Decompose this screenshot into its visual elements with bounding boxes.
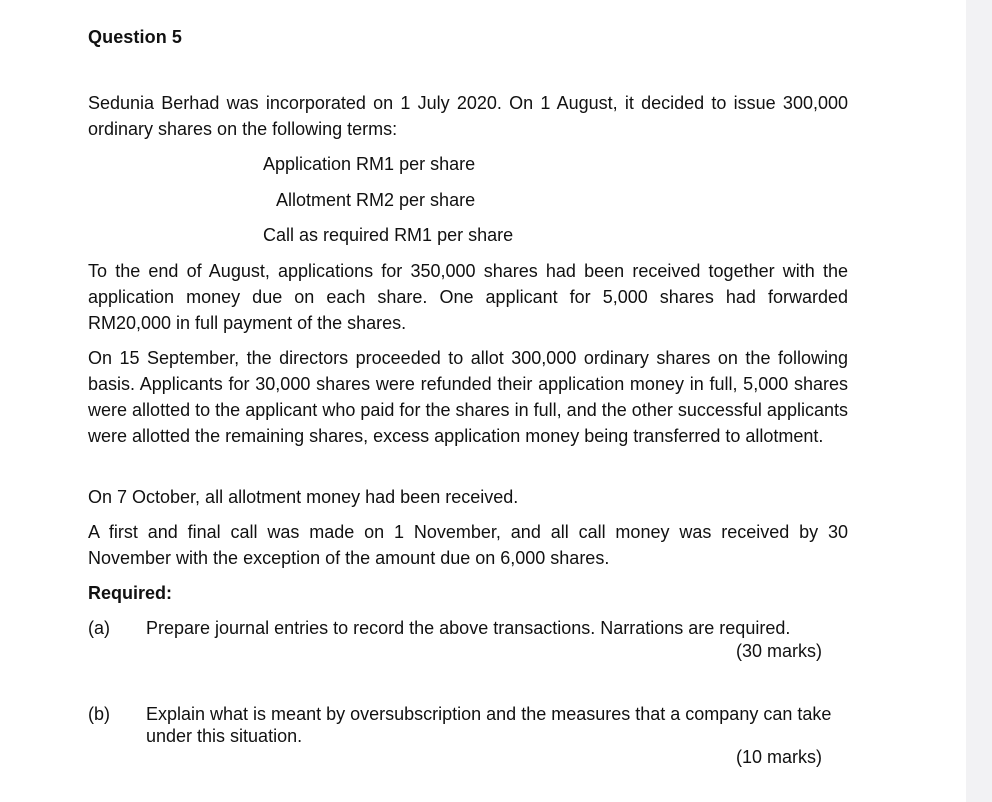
question-a-text: Prepare journal entries to record the above transactions. Narrations are required.	[146, 618, 791, 638]
required-heading: Required:	[88, 583, 173, 603]
paragraph-allotment-basis: On 15 September, the directors proceeded to allot 300,000 ordinary shares on the following basis. Applicants for 30,000 shares were refunded their application money in full, 5,000 shares were allotted to the applicant who paid for the shares in full, and the other successful applicants were allotted the remaining shares, excess application money being transferred to allotment.	[88, 348, 848, 446]
question-title: Question 5	[88, 27, 183, 47]
question-b-label: (b)	[88, 704, 110, 724]
question-a-label: (a)	[88, 618, 110, 638]
paragraph-allotment-received: On 7 October, all allotment money had been received.	[88, 487, 519, 507]
term-call: Call as required RM1 per share	[263, 225, 514, 245]
paragraph-call: A first and final call was made on 1 November, and all call money was received by 30 November with the exception of the amount due on 6,000 shares.	[88, 522, 848, 568]
paragraph-applications: To the end of August, applications for 350,000 shares had been received together with the application money due on each share. One applicant for 5,000 shares had forwarded RM20,000 in full payment of the shares.	[88, 261, 848, 333]
term-application: Application RM1 per share	[263, 154, 476, 174]
question-b-text: Explain what is meant by oversubscription and the measures that a company can take under this situation.	[146, 704, 832, 746]
term-allotment: Allotment RM2 per share	[276, 190, 476, 210]
question-b-marks: (10 marks)	[735, 747, 822, 767]
intro-paragraph: Sedunia Berhad was incorporated on 1 July 2020. On 1 August, it decided to issue 300,000 ordinary shares on the following terms:	[88, 93, 848, 139]
question-a-marks: (30 marks)	[735, 641, 822, 661]
viewer-margin-strip	[966, 0, 992, 802]
